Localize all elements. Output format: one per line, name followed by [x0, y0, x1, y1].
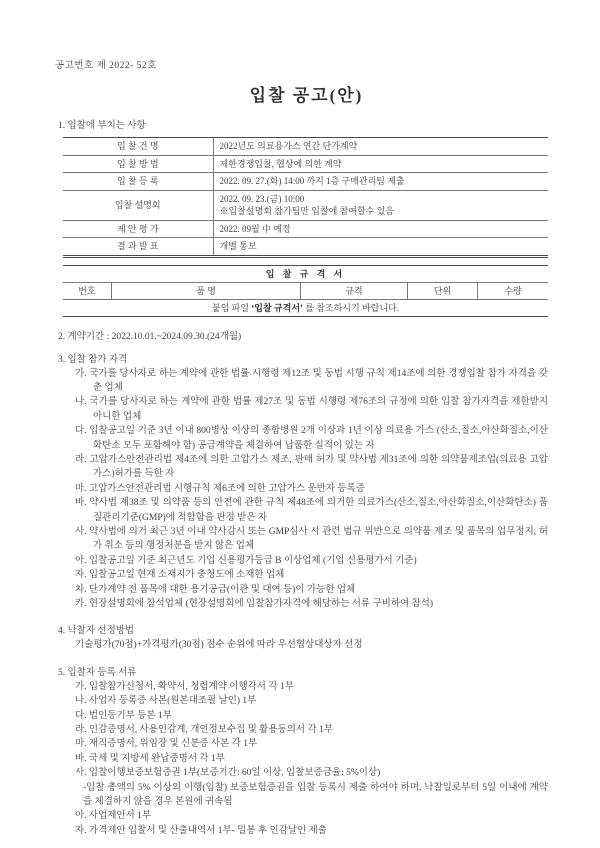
section3-heading: 3. 입찰 참가 자격 — [58, 354, 128, 365]
list-item: 나. 국가를 당사자로 하는 계약에 관한 법률 제27조 및 동법 시행령 제76조의 규정에 의한 입찰 참가자격을 제한받지 아니한 업체 — [75, 397, 548, 422]
list-item: 자. 가격제안 입찰서 및 산출내역서 1부- 밀봉 후 인감날인 제출 — [75, 825, 327, 836]
list-item: 바. 국세 및 지방세 완납증명서 각 1부 — [75, 753, 225, 764]
table-row — [63, 138, 548, 156]
col-header-item-name: 품 명 — [112, 282, 301, 299]
section-contract-period: 2. 계약기간 : 2022.10.01.~2024.09.30.(24개월) — [58, 331, 242, 342]
row-value: 2022년도 의료용가스 연간 단가계약 — [219, 141, 358, 151]
bid-spec-table — [63, 265, 548, 317]
row-value: 개별 통보 — [213, 238, 548, 257]
list-item: 라. 고압가스안전관리법 제4조에 의한 고압가스 제조, 판매 허가 및 약사법 제31조에 의한 의약품제조업(의료용 고압가스)허가를 득한 자 — [75, 454, 548, 480]
spec-header-row — [63, 282, 548, 299]
doc-number: 공고번호 제 2022- 52호 — [55, 61, 157, 71]
table-row — [63, 220, 548, 238]
section-qualifications — [55, 353, 548, 612]
list-item: 아. 입찰공고일 기준 최근년도 기업 신용평가등급 B 이상업체 (기업 신용평가서 기준) — [75, 555, 417, 566]
row-label: 입 찰 등 록 — [63, 173, 213, 191]
list-item: 차. 단가계약 전 품목에 대한 용기공급(이관 및 대여 등)이 가능한 업체 — [75, 584, 356, 595]
list-item: 가. 국가를 당사자로 하는 계약에 관한 법률 시행령 제12조 및 동법 시행 규칙 제14조에 의한 경쟁입찰 참가 자격을 갖춘 업체 — [75, 368, 548, 393]
list-item: 자. 입찰공고일 현재 소재지가 충청도에 소재한 업체 — [75, 570, 285, 581]
section-registration-docs — [55, 666, 548, 838]
section-bid-overview — [55, 119, 548, 317]
table-row — [63, 155, 548, 173]
list-item: 나. 사업자 등록증 사본(원본대조필 날인) 1부 — [75, 696, 257, 707]
spec-note — [63, 299, 548, 316]
spec-note-suffix: 를 참조하시기 바랍니다. — [305, 302, 399, 313]
section4-heading: 4. 낙찰자 선정방법 — [58, 626, 135, 637]
page-title: 입찰 공고(안) — [249, 86, 364, 105]
spec-note-emphasis: ‘입찰 규격서’ — [251, 302, 304, 313]
col-header-spec: 규격 — [301, 282, 408, 299]
list-item: 카. 현장설명회에 참석업체 (현장설명회에 입찰참가자격에 해당하는 서류 구비하여 참석) — [75, 599, 434, 609]
table-row — [63, 173, 548, 191]
list-item: 아. 사업제안서 1부 — [75, 811, 152, 822]
spec-title-row — [63, 265, 548, 282]
list-item: 사. 입찰이행보증보험증권 1부(보증기간: 60일 이상, 입찰보증금율: 5%이상) — [75, 768, 381, 779]
col-header-unit: 단위 — [407, 282, 477, 299]
section1-heading: 1. 입찰에 부치는 사항 — [58, 121, 146, 131]
row-label: 입 찰 방 법 — [63, 155, 213, 173]
list-item: 다. 입찰공고일 기준 3년 이내 800병상 이상의 종합병원 2개 이상과 1년 이상 의료용 가스 (산소,질소,아산화질소,이산화탄소 모두 포함해야 함) 공급계약을 체결하여 납품한 실적이 있는 자 — [75, 426, 548, 451]
row-label: 입찰 설명회 — [63, 190, 213, 220]
row-label: 결 과 발 표 — [63, 238, 213, 257]
list-subitem: -입찰 총액의 5% 이상의 이행(입찰) 보증보험증권을 입찰 등록시 제출 하여야 하며, 낙찰일로부터 5일 이내에 계약을 체결하지 않을 경우 본원에 귀속됨 — [83, 782, 548, 808]
section4-body: 기술평가(70점)+가격평가(30점) 점수 순위에 따라 우선협상대상자 선정 — [75, 640, 363, 651]
row-value — [213, 190, 548, 220]
list-item: 가. 입찰참가신청서, 확약서, 청렴계약 이행각서 각 1부 — [75, 681, 294, 692]
spec-table-title: 입 찰 규 격 서 — [265, 268, 346, 279]
col-header-number: 번호 — [63, 282, 112, 299]
bid-info-table — [63, 137, 548, 258]
section5-heading: 5. 입찰자 등록 서류 — [58, 667, 137, 678]
row-value: 2022. 09. 27.(화) 14:00 까지 1층 구매관리팀 제출 — [213, 173, 548, 191]
spec-note-row — [63, 299, 548, 316]
row-label: 입 찰 건 명 — [63, 138, 213, 156]
col-header-qty: 수량 — [478, 282, 548, 299]
list-item: 라. 인감증명서, 사용인감계, 개인정보수집 및 활용동의서 각 1부 — [75, 725, 333, 736]
list-item: 바. 약사법 제38조 및 의약품 등의 안전에 관한 규칙 제48조에 의거한 의료가스(산소,질소,아산화질소,이산화탄소) 품질관리기준(GMP)에 적합함을 판정 받은 자 — [75, 498, 548, 523]
row-value: 제한경쟁입찰, 협상에 의한 계약 — [213, 155, 548, 173]
row-value: 2022. 09월 中 예정 — [213, 220, 548, 238]
row-value-line2: ※입찰설명회 참가팀만 입찰에 참여할수 있음 — [219, 206, 394, 216]
row-value-line1: 2022. 09. 23.(금) 10:00 — [219, 193, 305, 204]
table-row — [63, 190, 548, 220]
list-item: 다. 법인등기부 등본 1부 — [75, 710, 172, 721]
list-item: 마. 고압가스안전관리법 시행규칙 제6조에 의한 고압가스 운반자 등록증 — [75, 483, 365, 494]
spec-note-prefix: 붙임 파일 — [212, 302, 250, 313]
section-award-method — [55, 624, 548, 652]
list-item: 사. 약사법에 의거 최근 3년 이내 약사감시 또는 GMP심사 시 관련 법규 위반으로 의약품 제조 및 품목의 업무정지, 허가 취소 등의 행정처분을 받지 않은 업체 — [75, 526, 548, 552]
table-row — [63, 238, 548, 257]
row-label: 제 안 평 가 — [63, 220, 213, 238]
list-item: 마. 재직증명서, 위임장 및 신분증 사본 각 1부 — [75, 739, 258, 750]
